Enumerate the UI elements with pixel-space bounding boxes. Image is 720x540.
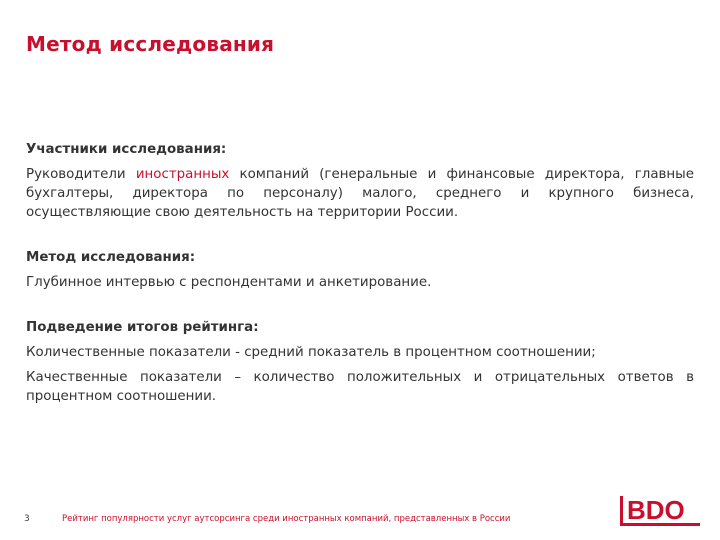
method-heading: Метод исследования:	[26, 250, 196, 265]
page-number: 3	[24, 514, 30, 524]
summary-quantitative: Количественные показатели - средний показатель в процентном соотношении;	[26, 345, 596, 360]
footer-caption: Рейтинг популярности услуг аутсорсинга среди иностранных компаний, представленных в России	[62, 514, 511, 524]
summary-qualitative: Качественные показатели – количество положительных и отрицательных ответов в процентном соотношении.	[26, 370, 694, 404]
page-title: Метод исследования	[26, 32, 275, 56]
participants-text-start: Руководители	[26, 167, 136, 182]
participants-highlight: иностранных	[135, 167, 230, 182]
method-text: Глубинное интервью с респондентами и анкетирование.	[26, 275, 432, 290]
logo-bar	[620, 496, 623, 526]
method-section	[26, 248, 694, 292]
content-body	[26, 140, 694, 432]
participants-text-end: компаний (генеральные и финансовые директора, главные бухгалтеры, директора по персоналу) малого, среднего и крупного бизнеса, осуществляющие свою деятельность на территории России.	[26, 167, 694, 220]
participants-heading: Участники исследования:	[26, 142, 227, 157]
participants-section	[26, 140, 694, 222]
summary-section	[26, 318, 694, 406]
logo-text: BDO	[627, 495, 685, 525]
participants-text	[26, 165, 694, 222]
summary-heading: Подведение итогов рейтинга:	[26, 320, 259, 335]
bdo-logo	[620, 492, 700, 528]
